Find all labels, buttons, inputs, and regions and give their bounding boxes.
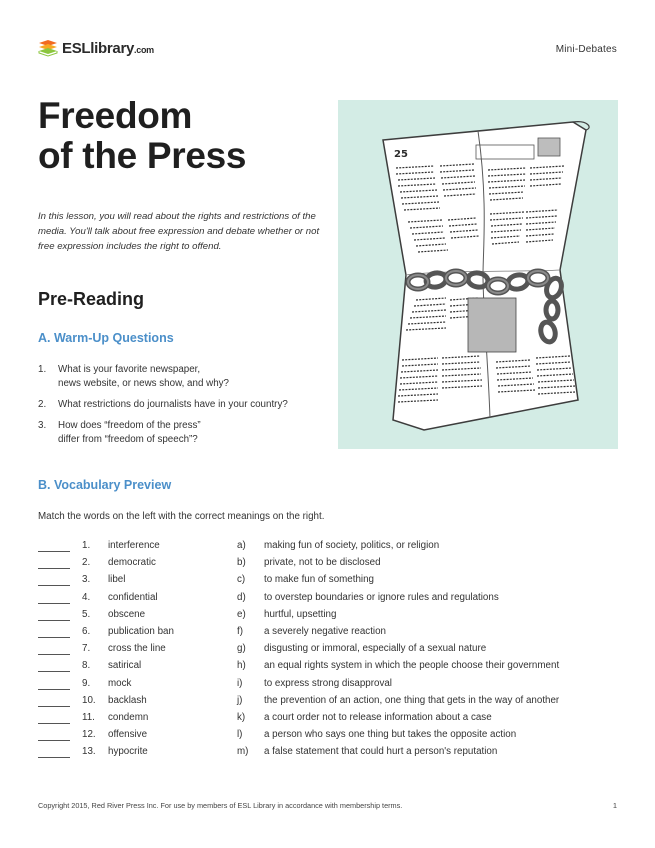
vocab-word: libel <box>108 574 126 586</box>
question-number: 2. <box>38 399 47 410</box>
warm-up-heading: A. Warm-Up Questions <box>38 331 174 345</box>
definition-text: an equal rights system in which the people choose their government <box>264 660 560 672</box>
question-line: What is your favorite newspaper, <box>58 364 201 375</box>
newspaper-chain-icon <box>338 100 618 449</box>
book-stack-icon <box>38 39 58 57</box>
vocab-number: 5. <box>82 608 91 620</box>
definition-letter: b) <box>237 557 246 569</box>
definition-letter: k) <box>237 711 246 723</box>
vocab-number: 6. <box>82 625 91 637</box>
question-item <box>38 363 338 391</box>
definition-text: a false statement that could hurt a person's reputation <box>264 746 498 758</box>
copyright-notice: Copyright 2015, Red River Press Inc. For use by members of ESL Library in accordance with membership terms. <box>38 801 403 810</box>
vocab-number: 10. <box>82 694 96 706</box>
definition-letter: f) <box>237 625 243 637</box>
definition-letter: d) <box>237 591 246 603</box>
definition-text: to express strong disapproval <box>264 677 392 689</box>
vocab-number: 3. <box>82 574 91 586</box>
answer-blank[interactable] <box>38 757 70 758</box>
vocab-number: 8. <box>82 660 91 672</box>
vocab-row <box>38 695 628 712</box>
intro-text: In this lesson, you will read about the rights and restrictions of the media. You'll talk about free expression and debate whether or not free expression includes the right to offend. <box>38 211 320 252</box>
question-item <box>38 419 338 447</box>
vocab-row <box>38 557 628 574</box>
definition-letter: e) <box>237 608 246 620</box>
vocab-number: 2. <box>82 557 91 569</box>
series-label: Mini-Debates <box>555 44 617 55</box>
question-line: news website, or news show, and why? <box>58 378 229 389</box>
question-line: What restrictions do journalists have in your country? <box>58 399 288 410</box>
vocab-row <box>38 712 628 729</box>
vocab-row <box>38 540 628 557</box>
vocab-number: 12. <box>82 729 96 741</box>
esl-library-logo <box>38 38 154 58</box>
definition-letter: a) <box>237 540 246 551</box>
vocab-number: 7. <box>82 643 91 655</box>
vocab-word: obscene <box>108 608 146 620</box>
definition-text: disgusting or immoral, especially of a sexual nature <box>264 643 487 655</box>
page-title <box>38 96 318 176</box>
answer-blank[interactable] <box>38 706 70 707</box>
warm-up-question-list <box>38 363 338 454</box>
answer-blank[interactable] <box>38 585 70 586</box>
vocab-number: 13. <box>82 746 96 758</box>
question-line: How does “freedom of the press” <box>58 420 201 431</box>
vocabulary-instructions: Match the words on the left with the correct meanings on the right. <box>38 511 325 522</box>
newspaper-number: 25 <box>394 149 408 160</box>
title-line-2: of the Press <box>38 135 247 176</box>
vocab-row <box>38 746 628 763</box>
vocab-word: interference <box>108 540 160 551</box>
vocab-number: 11. <box>82 711 95 723</box>
vocab-row <box>38 660 628 677</box>
question-number: 1. <box>38 364 47 375</box>
answer-blank[interactable] <box>38 551 70 552</box>
question-item <box>38 398 338 412</box>
question-number: 3. <box>38 420 47 431</box>
vocab-word: democratic <box>108 557 156 569</box>
definition-text: to make fun of something <box>264 574 375 586</box>
vocab-number: 4. <box>82 591 91 603</box>
answer-blank[interactable] <box>38 740 70 741</box>
definition-text: the prevention of an action, one thing that gets in the way of another <box>264 694 560 706</box>
pre-reading-heading: Pre-Reading <box>38 289 145 309</box>
vocab-row <box>38 729 628 746</box>
question-line: differ from “freedom of speech”? <box>58 434 198 445</box>
logo-text: ESLlibrary.com <box>62 39 154 57</box>
definition-letter: h) <box>237 660 246 672</box>
answer-blank[interactable] <box>38 568 70 569</box>
vocab-word: confidential <box>108 591 158 603</box>
definition-letter: l) <box>237 729 243 741</box>
answer-blank[interactable] <box>38 689 70 690</box>
answer-blank[interactable] <box>38 637 70 638</box>
vocab-word: hypocrite <box>108 746 148 758</box>
answer-blank[interactable] <box>38 671 70 672</box>
vocab-row <box>38 643 628 660</box>
vocab-word: mock <box>108 677 132 689</box>
answer-blank[interactable] <box>38 723 70 724</box>
vocab-word: condemn <box>108 711 149 723</box>
vocab-number: 1. <box>82 540 91 551</box>
definition-letter: g) <box>237 643 246 655</box>
definition-letter: m) <box>237 746 249 758</box>
answer-blank[interactable] <box>38 603 70 604</box>
vocab-row <box>38 678 628 695</box>
definition-text: to overstep boundaries or ignore rules and regulations <box>264 591 499 603</box>
vocab-word: cross the line <box>108 643 166 655</box>
vocab-word: offensive <box>108 729 148 741</box>
vocab-row <box>38 609 628 626</box>
definition-text: making fun of society, politics, or religion <box>264 540 440 551</box>
definition-text: private, not to be disclosed <box>264 557 381 569</box>
answer-blank[interactable] <box>38 620 70 621</box>
vocab-number: 9. <box>82 677 91 689</box>
chained-newspaper-illustration <box>338 100 618 449</box>
vocab-row <box>38 626 628 643</box>
definition-text: a court order not to release information about a case <box>264 711 492 723</box>
definition-text: a severely negative reaction <box>264 625 386 637</box>
title-line-1: Freedom <box>38 95 193 136</box>
vocabulary-heading: B. Vocabulary Preview <box>38 478 172 492</box>
definition-letter: j) <box>237 694 243 706</box>
vocab-word: satirical <box>108 660 142 672</box>
answer-blank[interactable] <box>38 654 70 655</box>
definition-text: hurtful, upsetting <box>264 608 337 620</box>
definition-letter: c) <box>237 574 246 586</box>
vocab-row <box>38 592 628 609</box>
definition-letter: i) <box>237 677 243 689</box>
vocabulary-table <box>38 540 628 763</box>
definition-text: a person who says one thing but takes the opposite action <box>264 729 517 741</box>
vocab-word: backlash <box>108 694 147 706</box>
page-number: 1 <box>612 801 617 810</box>
vocab-row <box>38 574 628 591</box>
vocab-word: publication ban <box>108 625 174 637</box>
